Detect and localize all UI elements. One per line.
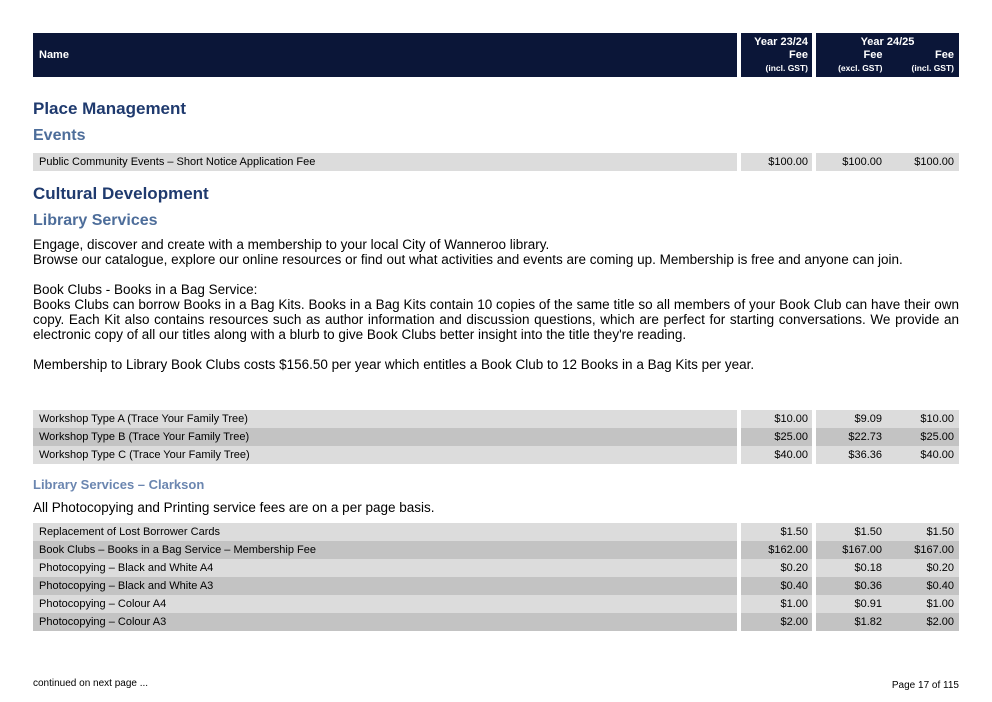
row-year2-fee-incl: $1.00 bbox=[887, 595, 959, 613]
row-year1-fee: $162.00 bbox=[741, 541, 812, 559]
row-name: Public Community Events – Short Notice Application Fee bbox=[33, 153, 737, 171]
row-year1-fee: $1.00 bbox=[741, 595, 812, 613]
row-year2-fee-excl: $167.00 bbox=[816, 541, 887, 559]
library-para-3: Book Clubs - Books in a Bag Service: bbox=[33, 282, 258, 297]
fee-schedule-page bbox=[33, 33, 959, 631]
row-year2-fee-excl: $0.18 bbox=[816, 559, 887, 577]
row-name: Replacement of Lost Borrower Cards bbox=[33, 523, 737, 541]
library-para-2: Browse our catalogue, explore our online resources or find out what activities and events are coming up. Membership is free and anyone can join. bbox=[33, 252, 903, 267]
row-name: Photocopying – Black and White A3 bbox=[33, 577, 737, 595]
row-year2-fee-incl: $100.00 bbox=[887, 153, 959, 171]
section-library-services: Library Services bbox=[33, 212, 158, 229]
section-library-clarkson: Library Services – Clarkson bbox=[33, 477, 205, 492]
row-year2-fee-excl: $0.91 bbox=[816, 595, 887, 613]
library-para-1: Engage, discover and create with a membership to your local City of Wanneroo library. bbox=[33, 237, 550, 252]
table-row bbox=[33, 559, 959, 577]
row-name: Workshop Type C (Trace Your Family Tree) bbox=[33, 446, 737, 464]
row-year2-fee-excl: $9.09 bbox=[816, 410, 887, 428]
row-year2-fee-excl: $1.50 bbox=[816, 523, 887, 541]
clarkson-description: All Photocopying and Printing service fees are on a per page basis. bbox=[33, 500, 435, 515]
row-name: Photocopying – Black and White A4 bbox=[33, 559, 737, 577]
row-name: Workshop Type A (Trace Your Family Tree) bbox=[33, 410, 737, 428]
header-year2-fee-excl: Fee bbox=[863, 49, 883, 61]
row-year2-fee-excl: $36.36 bbox=[816, 446, 887, 464]
row-year2-fee-incl: $2.00 bbox=[887, 613, 959, 631]
continued-note: continued on next page ... bbox=[33, 678, 149, 689]
library-para-4: Books Clubs can borrow Books in a Bag Kits. Books in a Bag Kits contain 10 copies of the same title so all members of your Book Club can have their own copy. Each Kit also contains resources such as author information and discussion questions, which are perfect for starting conversations. We provide an electronic copy of all our titles along with a blurb to give Book Clubs better insight into the title they're reading. bbox=[33, 297, 959, 342]
table-row bbox=[33, 523, 959, 541]
table-row bbox=[33, 410, 959, 428]
row-year2-fee-incl: $1.50 bbox=[887, 523, 959, 541]
table-row bbox=[33, 153, 959, 171]
table-header bbox=[33, 33, 959, 77]
row-year1-fee: $2.00 bbox=[741, 613, 812, 631]
header-year1 bbox=[741, 33, 812, 77]
row-year2-fee-incl: $0.20 bbox=[887, 559, 959, 577]
row-name: Book Clubs – Books in a Bag Service – Membership Fee bbox=[33, 541, 737, 559]
row-year2-fee-incl: $10.00 bbox=[887, 410, 959, 428]
row-year2-fee-excl: $1.82 bbox=[816, 613, 887, 631]
table-row bbox=[33, 541, 959, 559]
header-year1-label: Year 23/24 bbox=[754, 36, 808, 48]
row-year1-fee: $25.00 bbox=[741, 428, 812, 446]
row-year1-fee: $10.00 bbox=[741, 410, 812, 428]
row-year2-fee-incl: $40.00 bbox=[887, 446, 959, 464]
header-year2-label: Year 24/25 bbox=[860, 36, 915, 48]
row-year1-fee: $0.20 bbox=[741, 559, 812, 577]
events-table bbox=[33, 153, 959, 171]
row-year1-fee: $40.00 bbox=[741, 446, 812, 464]
header-year2-fee-incl: Fee bbox=[935, 49, 954, 61]
row-name: Photocopying – Colour A4 bbox=[33, 595, 737, 613]
row-year1-fee: $100.00 bbox=[741, 153, 812, 171]
table-row bbox=[33, 613, 959, 631]
row-year2-fee-incl: $167.00 bbox=[887, 541, 959, 559]
workshop-table bbox=[33, 410, 959, 464]
header-year2 bbox=[816, 33, 959, 77]
section-events: Events bbox=[33, 127, 86, 144]
section-cultural-development: Cultural Development bbox=[33, 184, 209, 203]
row-year2-fee-excl: $22.73 bbox=[816, 428, 887, 446]
row-year2-fee-excl: $0.36 bbox=[816, 577, 887, 595]
table-row bbox=[33, 577, 959, 595]
row-name: Photocopying – Colour A3 bbox=[33, 613, 737, 631]
header-name: Name bbox=[33, 33, 737, 77]
header-year2-sub-excl: (excl. GST) bbox=[838, 63, 883, 73]
header-year2-sub-incl: (incl. GST) bbox=[911, 63, 954, 73]
library-description bbox=[33, 237, 959, 372]
row-name: Workshop Type B (Trace Your Family Tree) bbox=[33, 428, 737, 446]
table-row bbox=[33, 595, 959, 613]
table-row bbox=[33, 446, 959, 464]
row-year1-fee: $1.50 bbox=[741, 523, 812, 541]
table-row bbox=[33, 428, 959, 446]
clarkson-table bbox=[33, 523, 959, 631]
row-year1-fee: $0.40 bbox=[741, 577, 812, 595]
header-year1-fee: Fee bbox=[789, 49, 808, 61]
section-place-management: Place Management bbox=[33, 99, 187, 118]
row-year2-fee-excl: $100.00 bbox=[816, 153, 887, 171]
row-year2-fee-incl: $25.00 bbox=[887, 428, 959, 446]
row-year2-fee-incl: $0.40 bbox=[887, 577, 959, 595]
library-para-5: Membership to Library Book Clubs costs $156.50 per year which entitles a Book Club to 12 Books in a Bag Kits per year. bbox=[33, 357, 755, 372]
page-number: Page 17 of 115 bbox=[891, 680, 959, 691]
header-year1-sub: (incl. GST) bbox=[765, 63, 808, 73]
